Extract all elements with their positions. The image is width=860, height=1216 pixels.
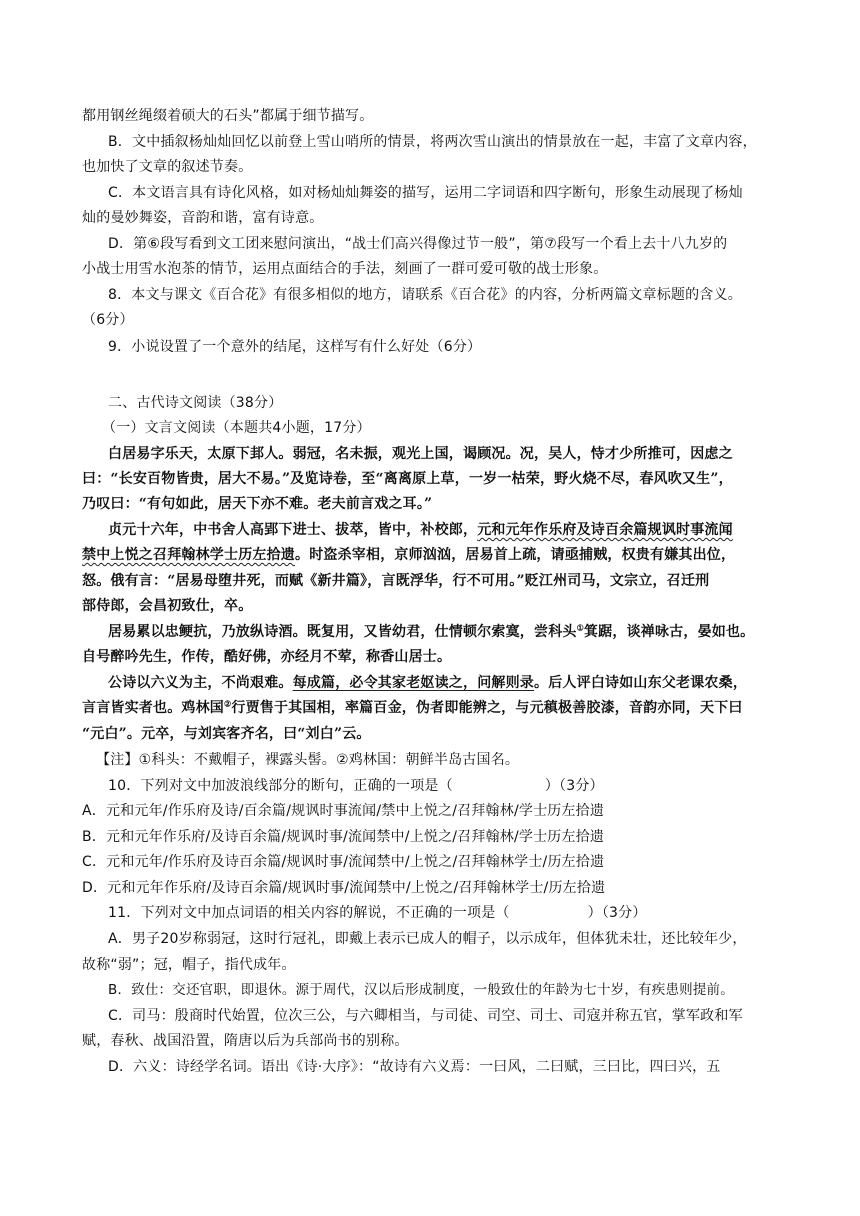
passage-p4-line-2	[82, 698, 782, 718]
footnote-marker-2: ②	[224, 698, 232, 709]
question-11-option-a-line-1: A．男子20岁称弱冠，这时行冠礼，即戴上表示已成人的帽子，以示成年，但体犹未壮，还比较年少，	[108, 931, 747, 947]
question-text: ）（3分）	[544, 778, 604, 794]
question-10-stem	[108, 776, 808, 796]
section-2-subtitle: （一）文言文阅读（本题共4小题，17分）	[102, 420, 371, 436]
option-d-line-1: D．第⑥段写看到文工团来慰问演出，“战士们高兴得像过节一般”，第⑦段写一个看上去十八九岁的	[108, 236, 728, 252]
section-2-title: 二、古代诗文阅读（38分）	[108, 395, 283, 411]
question-10-option-a: A．元和元年/作乐府及诗/百余篇/规讽时事流闻/禁中上悦之/召拜翰林/学士历左拾遗	[82, 803, 605, 819]
question-11-option-a-line-2: 故称“弱”；冠，帽子，指代成年。	[82, 957, 296, 973]
option-a-continued: 都用钢丝绳缀着硕大的石头”都属于细节描写。	[82, 108, 374, 124]
passage-p2-line-4: 部侍郎，会昌初致仕，卒。	[82, 598, 253, 614]
underlined-text: 每成篇，必令其家老妪读之，问解则录	[292, 675, 535, 691]
passage-text: 行贾售于其国相，率篇百金，伪者即能辨之，与元稹极善胶漆，音韵亦同，天下曰	[231, 700, 743, 716]
question-text: 11．下列对文中加点词语的相关内容的解说，不正确的一项是（	[108, 905, 510, 921]
passage-p3-line-1	[108, 622, 808, 642]
passage-p4-line-1	[108, 673, 808, 693]
question-8-line-1: 8．本文与课文《百合花》有很多相似的地方，请联系《百合花》的内容，分析两篇文章标题的含义。	[108, 287, 742, 303]
question-10-option-c: C．元和元年/作乐府及诗百余篇/规讽时事/流闻禁中/上悦之/召拜翰林学士/历左拾遗	[82, 854, 605, 870]
question-11-option-c-line-1: C．司马：殷商时代始置，位次三公，与六卿相当，与司徒、司空、司士、司寇并称五官，掌军政和军	[108, 1008, 743, 1024]
question-11-option-c-line-2: 赋，春秋、战国沿置，隋唐以后为兵部尚书的别称。	[82, 1033, 409, 1049]
passage-p2-line-1	[108, 520, 808, 540]
passage-p1-line-2: 曰：“长安百物皆贵，居大不易。”及览诗卷，至“离离原上草，一岁一枯荣，野火烧不尽，春风吹又生”，	[82, 471, 733, 487]
question-9: 9．小说设置了一个意外的结尾，这样写有什么好处（6分）	[108, 339, 482, 355]
passage-p3-line-2: 自号醉吟先生，作传，酷好佛，亦经月不荤，称香山居士。	[82, 649, 452, 665]
passage-p2-line-2	[82, 545, 782, 565]
question-text: ）（3分）	[587, 905, 647, 921]
passage-text: 居易累以忠鲠抗，乃放纵诗酒。既复用，又皆幼君，仕情顿尔索寞，尝科头	[108, 624, 577, 640]
passage-text: 。时盗杀宰相，京师汹汹，居易首上疏，请亟捕贼，权贵有嫌其出位，	[295, 547, 736, 563]
passage-text: 贞元十六年，中书舍人高郢下进士、拔萃，皆中，补校郎，	[108, 522, 478, 538]
question-11-option-d-line-1: D．六义：诗经学名词。语出《诗·大序》：“故诗有六义焉：一曰风，二曰赋，三曰比，四曰兴，五	[108, 1059, 721, 1075]
passage-text: 箕踞，谈禅咏古，晏如也。	[583, 624, 755, 640]
footnote-marker-1: ①	[576, 622, 584, 633]
passage-p4-line-3: “元白”。元卒，与刘宾客齐名，曰“刘白”云。	[82, 726, 371, 742]
option-b-line-2: 也加快了文章的叙述节奏。	[82, 159, 253, 175]
passage-text: 。后人评白诗如山东父老课农桑，	[534, 675, 748, 691]
option-d-line-2: 小战士用雪水泡茶的情节，运用点面结合的手法，刻画了一群可爱可敬的战士形象。	[82, 261, 608, 277]
question-text: 10．下列对文中加波浪线部分的断句，正确的一项是（	[108, 778, 453, 794]
wavy-underlined-text: 元和元年作乐府及诗百余篇规讽时事流闻	[477, 522, 733, 538]
passage-p1-line-1: 白居易字乐天，太原下邽人。弱冠，名未振，观光上国，谒顾况。况，吴人，恃才少所推可，因虑之	[108, 446, 733, 462]
footnote: 【注】①科头：不戴帽子，裸露头髻。②鸡林国：朝鲜半岛古国名。	[96, 752, 520, 768]
option-b-line-1: B．文中插叙杨灿灿回忆以前登上雪山哨所的情景，将两次雪山演出的情景放在一起，丰富了文章内容，	[108, 134, 757, 150]
question-10-option-b: B．元和元年作乐府/及诗百余篇/规讽时事/流闻禁中/上悦之/召拜翰林/学士历左拾遗	[82, 829, 605, 845]
passage-p1-line-3: 乃叹曰：“有句如此，居天下亦不难。老夫前言戏之耳。”	[82, 496, 433, 512]
passage-text: 公诗以六义为主，不尚艰难。	[108, 675, 293, 691]
wavy-underlined-text: 禁中上悦之召拜翰林学士历左拾遗	[82, 547, 295, 563]
question-11-option-b: B．致仕：交还官职，即退休。源于周代，汉以后形成制度，一般致仕的年龄为七十岁，有疾患则提前。	[108, 982, 734, 998]
option-c-line-1: C．本文语言具有诗化风格，如对杨灿灿舞姿的描写，运用二字词语和四字断句，形象生动展现了杨灿	[108, 185, 743, 201]
question-11-stem	[108, 903, 808, 923]
passage-p2-line-3: 怒。俄有言：“居易母堕井死，而赋《新井篇》，言既浮华，行不可用。”贬江州司马，文宗立，召迁刑	[82, 573, 710, 589]
passage-text: 言言皆实者也。鸡林国	[82, 700, 224, 716]
question-10-option-d: D．元和元年作乐府/及诗百余篇/规讽时事/流闻禁中/上悦之/召拜翰林学士/历左拾遗	[82, 880, 606, 896]
question-8-line-2: （6分）	[82, 312, 134, 328]
option-c-line-2: 灿的曼妙舞姿，音韵和谐，富有诗意。	[82, 210, 324, 226]
